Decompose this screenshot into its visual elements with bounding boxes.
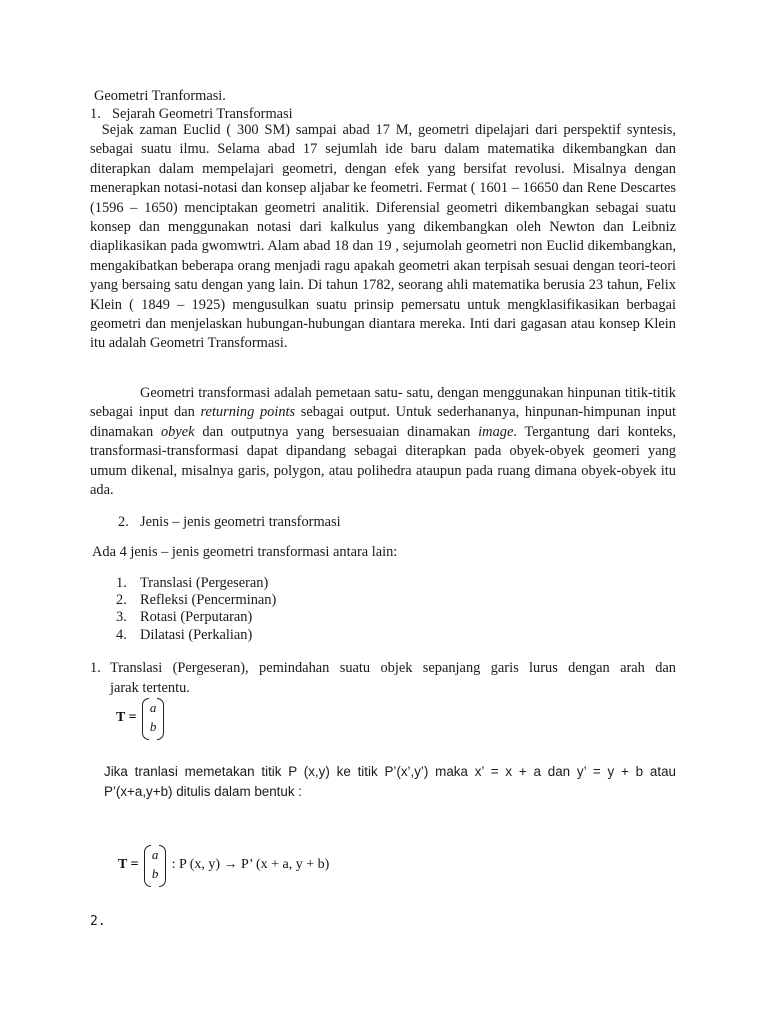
definition-italic-image: image: [478, 423, 514, 440]
vector-component-b: b: [149, 719, 157, 734]
section-2-heading: [118, 513, 341, 531]
history-paragraph: Sejak zaman Euclid ( 300 SM) sampai abad 17 M, geometri dipelajari dari perspektif syntesis, sebagai suatu ilmu. Selama abad 17 sejumlah ide baru dalam matematika dikembangkan dan diterapkan dalam mempelajari geometri, dengan efek yang bersifat revolusi. Misalnya dengan menerapkan notasi-notasi dan konsep aljabar ke feometri. Fermat ( 1601 – 16650 dan Rene Descartes (1596 – 1650) menciptakan geometri analitik. Diferensial geometri dikembangkan sebagai suatu konsep dan menggunakan notasi dari kalkulus yang dikembangkan oleh Newton dan Leibniz diaplikasikan pada gwomwtri. Alam abad 18 dan 19 , sejumolah geometri non Euclid dikembangkan, mengakibatkan beberapa orang menjadi ragu apakah geometri akan terpisah sesuai dengan teori-teori yang bersaing satu dengan yang lain. Di tahun 1782, seorang ahli matematika berusia 23 tahun, Felix Klein ( 1849 – 1925) mengusulkan suatu prinsip pemersatu untuk mengklasifikasikan berbagai geometri dan menjelaskan hubungan-hubungan diantara mereka. Inti dari gagasan atau konsep Klein itu adalah Geometri Transformasi.: [90, 122, 680, 352]
translation-vector-formula: [116, 698, 166, 738]
list-item: 3. Rotasi (Perputaran): [116, 609, 253, 626]
types-intro: Ada 4 jenis – jenis geometri transformasi antara lain:: [92, 544, 398, 560]
column-vector: [142, 698, 164, 738]
definition-italic-obyek: obyek: [160, 423, 195, 440]
translasi-text-line-2: jarak tertentu.: [110, 680, 190, 696]
translation-mapping-formula: [118, 845, 329, 885]
formula-2-image-point: P’ (x + a, y + b): [241, 857, 330, 873]
translasi-number: 1.: [90, 660, 101, 676]
vector-component-a: a: [151, 847, 159, 862]
vector-component-b: b: [151, 866, 159, 881]
formula-2-lhs: T =: [118, 857, 139, 873]
translasi-text-line-1: Translasi (Pergeseran), pemindahan suatu objek sepanjang garis lurus dengan arah dan: [110, 660, 676, 676]
section-1-number: 1.: [90, 106, 101, 122]
section-2-title: Jenis – jenis geometri transformasi: [140, 514, 341, 530]
list-item: 2. Refleksi (Pencerminan): [116, 592, 277, 609]
definition-text-4: . Tergantung dari konteks, transformasi-transformasi dapat dipandang sebagai diterapkan pada obyek-obyek geomeri yang umum dikenal, misalnya garis, polygon, atau polihedra ataupun pada ruang dimana obyek-obyek itu ada.: [90, 423, 677, 499]
document-title: Geometri Tranformasi.: [94, 88, 226, 104]
definition-text-3: dan outputnya yang bersesuaian dinamakan: [194, 423, 479, 440]
section-2-number: 2.: [118, 514, 129, 530]
vector-component-a: a: [149, 700, 157, 715]
types-list: [116, 575, 276, 644]
translasi-definition: [90, 658, 676, 698]
definition-paragraph: [90, 384, 676, 500]
definition-italic-returning-points: returning points: [200, 404, 296, 421]
section-1-title: Sejarah Geometri Transformasi: [112, 106, 293, 122]
list-item: 1. Translasi (Pergeseran): [116, 575, 269, 591]
formula-2-source-point: : P (x, y): [171, 857, 221, 873]
list-item: 4. Dilatasi (Perkalian): [116, 626, 253, 643]
formula-1-lhs: T =: [116, 710, 137, 726]
translation-mapping-paragraph: Jika tranlasi memetakan titik P (x,y) ke titik P’(x’,y’) maka x’ = x + a dan y’ = y + b atau P’(x+a,y+b) ditulis dalam bentuk :: [104, 764, 676, 799]
arrow-icon: →: [223, 857, 238, 873]
column-vector: [144, 845, 166, 885]
definition-text-1: Geometri transformasi adalah pemetaan satu- satu, dengan menggunakan hinpunan titik-titik sebagai input dan: [90, 385, 676, 421]
definition-text-2: sebagai output. Untuk sederhananya, hinpunan-himpunan input dinamakan: [90, 404, 676, 440]
next-item-number: 2.: [90, 914, 106, 929]
